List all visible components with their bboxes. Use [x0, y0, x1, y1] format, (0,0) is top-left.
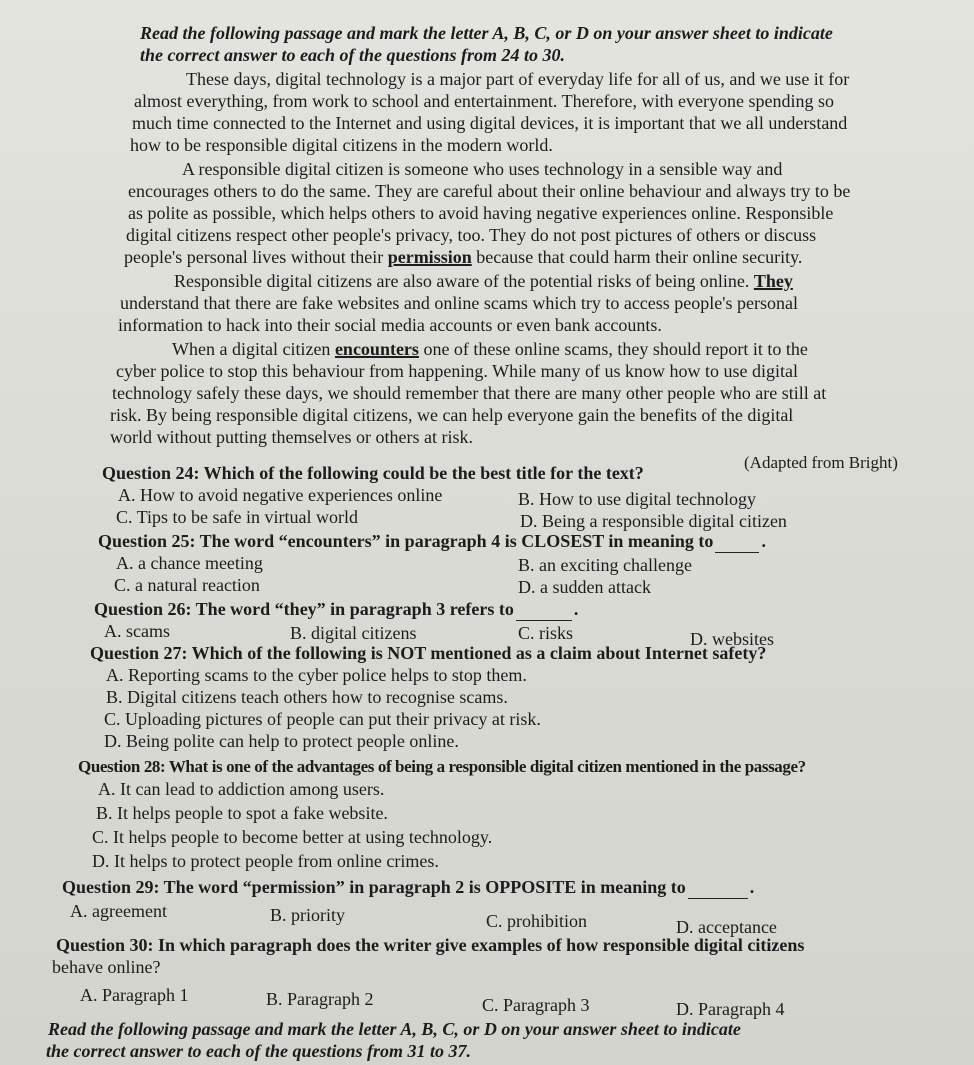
- q29-answer-blank[interactable]: [688, 876, 748, 899]
- keyword-encounters: encounters: [334, 339, 419, 359]
- q24-option-b[interactable]: B. How to use digital technology: [518, 489, 756, 509]
- passage-p4-line-2: cyber police to stop this behaviour from happening. While many of us know how to use digital: [116, 361, 799, 381]
- q25-option-a[interactable]: A. a chance meeting: [116, 553, 263, 573]
- passage-p1-line-1: These days, digital technology is a major part of everyday life for all of us, and we use it for: [186, 69, 850, 89]
- passage-p3-line-3: information to hack into their social media accounts or even bank accounts.: [118, 315, 662, 335]
- question-25-stem: Question 25: The word “encounters” in paragraph 4 is CLOSEST in meaning to .: [98, 531, 766, 551]
- q29-option-d[interactable]: D. acceptance: [676, 917, 777, 937]
- instructions-top-line-1: Read the following passage and mark the letter A, B, C, or D on your answer sheet to indicate: [140, 23, 833, 43]
- q27-option-a[interactable]: A. Reporting scams to the cyber police helps to stop them.: [106, 665, 527, 685]
- instructions-bottom-line-2: the correct answer to each of the questions from 31 to 37.: [46, 1041, 472, 1061]
- q24-option-d[interactable]: D. Being a responsible digital citizen: [520, 511, 787, 531]
- q29-option-b[interactable]: B. priority: [270, 905, 345, 925]
- q26-option-c[interactable]: C. risks: [518, 623, 574, 643]
- q26-option-d[interactable]: D. websites: [690, 629, 774, 649]
- passage-p2-line-1: A responsible digital citizen is someone who uses technology in a sensible way and: [182, 159, 783, 179]
- question-24-stem: Question 24: Which of the following could be the best title for the text?: [102, 463, 644, 483]
- q29-option-c[interactable]: C. prohibition: [486, 911, 588, 931]
- question-29-stem: Question 29: The word “permission” in paragraph 2 is OPPOSITE in meaning to .: [62, 877, 755, 897]
- instructions-bottom-line-1: Read the following passage and mark the letter A, B, C, or D on your answer sheet to indicate: [48, 1019, 741, 1039]
- passage-p4-line-3: technology safely these days, we should remember that there are many other people who are still at: [112, 383, 827, 403]
- q25-answer-blank[interactable]: [715, 530, 759, 553]
- q26-answer-blank[interactable]: [516, 598, 572, 621]
- q27-option-b[interactable]: B. Digital citizens teach others how to recognise scams.: [106, 687, 508, 707]
- passage-p1-line-4: how to be responsible digital citizens in the modern world.: [130, 135, 553, 155]
- q30-option-b[interactable]: B. Paragraph 2: [266, 989, 374, 1009]
- passage-p2-line-4: digital citizens respect other people's privacy, too. They do not post pictures of others or discuss: [126, 225, 817, 245]
- question-27-stem: Question 27: Which of the following is NOT mentioned as a claim about Internet safety?: [90, 643, 767, 663]
- passage-p2-line-3: as polite as possible, which helps others to avoid having negative experiences online. Responsible: [128, 203, 834, 223]
- question-30-stem-line-2: behave online?: [52, 957, 161, 977]
- passage-p4-line-4: risk. By being responsible digital citizens, we can help everyone gain the benefits of the digital: [110, 405, 794, 425]
- keyword-permission: permission: [387, 247, 472, 267]
- q24-option-a[interactable]: A. How to avoid negative experiences online: [118, 485, 443, 505]
- q25-option-b[interactable]: B. an exciting challenge: [518, 555, 692, 575]
- question-30-stem-line-1: Question 30: In which paragraph does the writer give examples of how responsible digital citizens: [56, 935, 805, 955]
- passage-p1-line-3: much time connected to the Internet and using digital devices, it is important that we all understand: [132, 113, 848, 133]
- passage-p3-line-2: understand that there are fake websites and online scams which try to access people's personal: [120, 293, 799, 313]
- question-26-stem: Question 26: The word “they” in paragraph 3 refers to .: [94, 599, 579, 619]
- q30-option-d[interactable]: D. Paragraph 4: [676, 999, 785, 1019]
- passage-p4-line-5: world without putting themselves or others at risk.: [110, 427, 473, 447]
- q26-option-b[interactable]: B. digital citizens: [290, 623, 417, 643]
- question-28-stem: Question 28: What is one of the advantages of being a responsible digital citizen mentioned in the passage?: [78, 757, 806, 776]
- q27-option-c[interactable]: C. Uploading pictures of people can put their privacy at risk.: [104, 709, 541, 729]
- passage-p4-line-1: When a digital citizen encounters one of these online scams, they should report it to the: [172, 339, 808, 359]
- q28-option-d[interactable]: D. It helps to protect people from online crimes.: [92, 851, 439, 871]
- q30-option-c[interactable]: C. Paragraph 3: [482, 995, 590, 1015]
- q26-option-a[interactable]: A. scams: [104, 621, 170, 641]
- passage-p2-line-5: people's personal lives without their permission because that could harm their online security.: [124, 247, 803, 267]
- instructions-top-line-2: the correct answer to each of the questions from 24 to 30.: [140, 45, 566, 65]
- q29-option-a[interactable]: A. agreement: [70, 901, 167, 921]
- q28-option-c[interactable]: C. It helps people to become better at using technology.: [92, 827, 493, 847]
- q28-option-b[interactable]: B. It helps people to spot a fake website.: [96, 803, 388, 823]
- q27-option-d[interactable]: D. Being polite can help to protect people online.: [104, 731, 459, 751]
- passage-p1-line-2: almost everything, from work to school and entertainment. Therefore, with everyone spending so: [134, 91, 834, 111]
- q25-option-d[interactable]: D. a sudden attack: [518, 577, 651, 597]
- passage-p2-line-2: encourages others to do the same. They are careful about their online behaviour and always try to be: [128, 181, 851, 201]
- passage-source: (Adapted from Bright): [744, 453, 898, 472]
- keyword-they: They: [753, 271, 793, 291]
- q25-option-c[interactable]: C. a natural reaction: [114, 575, 260, 595]
- q28-option-a[interactable]: A. It can lead to addiction among users.: [98, 779, 385, 799]
- passage-p3-line-1: Responsible digital citizens are also aware of the potential risks of being online. They: [174, 271, 793, 291]
- q24-option-c[interactable]: C. Tips to be safe in virtual world: [116, 507, 358, 527]
- q30-option-a[interactable]: A. Paragraph 1: [80, 985, 189, 1005]
